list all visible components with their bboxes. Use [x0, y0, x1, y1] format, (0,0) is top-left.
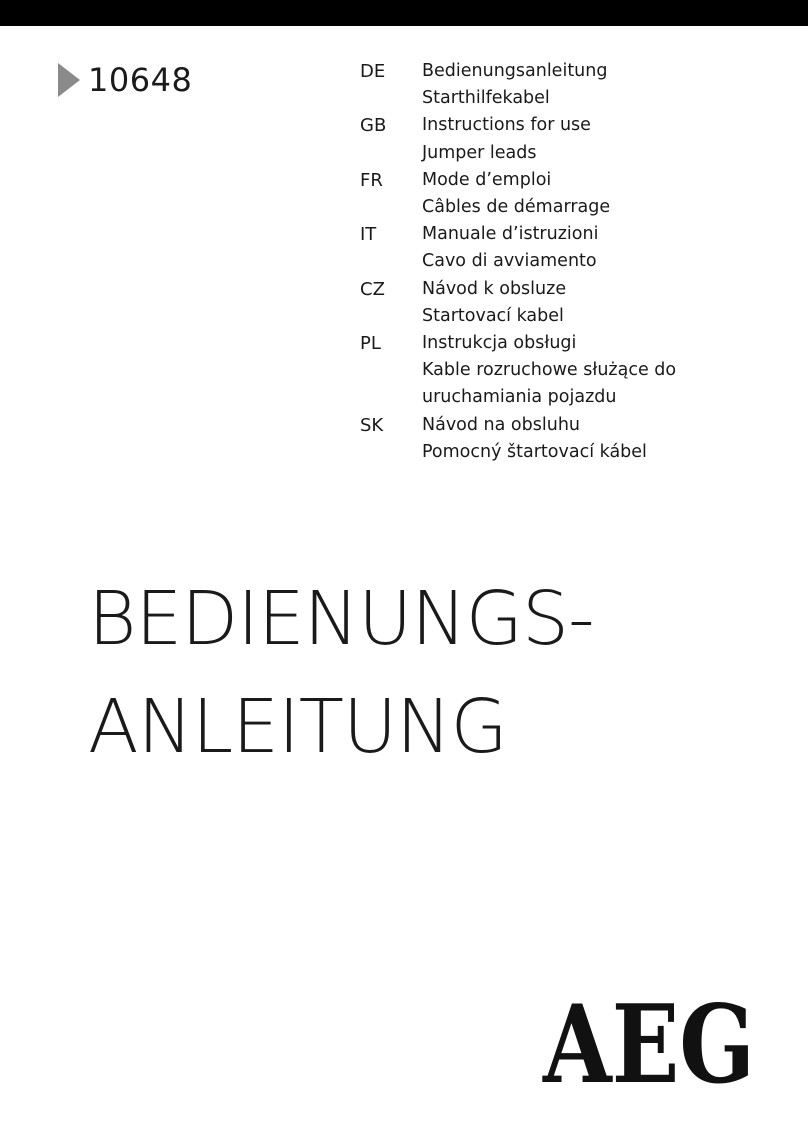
language-subtitle: Starthilfekabel — [422, 88, 550, 109]
top-bar — [0, 0, 808, 26]
language-subtitle: Jumper leads — [422, 142, 537, 163]
language-list — [360, 58, 780, 466]
language-subtitle: Startovací kabel — [422, 305, 564, 326]
language-entry-de — [360, 58, 780, 112]
language-code: CZ — [360, 278, 385, 300]
language-code: IT — [360, 224, 377, 246]
brand-logo — [541, 982, 757, 1108]
language-entry-sk — [360, 412, 780, 466]
model-number: 10648 — [88, 61, 193, 99]
language-title: Instrukcja obsługi — [422, 333, 577, 354]
language-title: Manuale d’istruzioni — [422, 224, 599, 245]
model-label — [58, 60, 192, 100]
language-subtitle: Kable rozruchowe służące do — [422, 360, 677, 381]
main-title — [88, 565, 788, 781]
brand-logo-text: AEG — [542, 982, 755, 1108]
language-entry-fr — [360, 167, 780, 221]
language-subtitle: Cavo di avviamento — [422, 251, 597, 272]
language-title: Mode d’emploi — [422, 169, 552, 190]
language-title: Návod k obsluze — [422, 278, 567, 299]
title-line: ANLEITUNG — [88, 684, 507, 770]
aeg-logo-icon — [541, 982, 757, 1108]
language-subtitle: uruchamiania pojazdu — [422, 387, 617, 408]
play-arrow-icon — [58, 63, 80, 97]
title-line: BEDIENUNGS- — [88, 576, 594, 662]
language-subtitle: Pomocný štartovací kábel — [422, 441, 647, 462]
language-code: PL — [360, 333, 381, 355]
language-code: GB — [360, 115, 387, 137]
language-entry-cz — [360, 276, 780, 330]
language-code: FR — [360, 169, 383, 191]
language-title: Návod na obsluhu — [422, 414, 580, 435]
language-code: DE — [360, 61, 386, 82]
language-subtitle: Câbles de démarrage — [422, 197, 611, 218]
language-entry-gb — [360, 112, 780, 166]
language-code: SK — [360, 414, 384, 436]
language-entry-it — [360, 221, 780, 275]
language-title: Instructions for use — [422, 115, 591, 136]
language-title: Bedienungsanleitung — [422, 61, 608, 81]
language-entry-pl — [360, 330, 780, 412]
